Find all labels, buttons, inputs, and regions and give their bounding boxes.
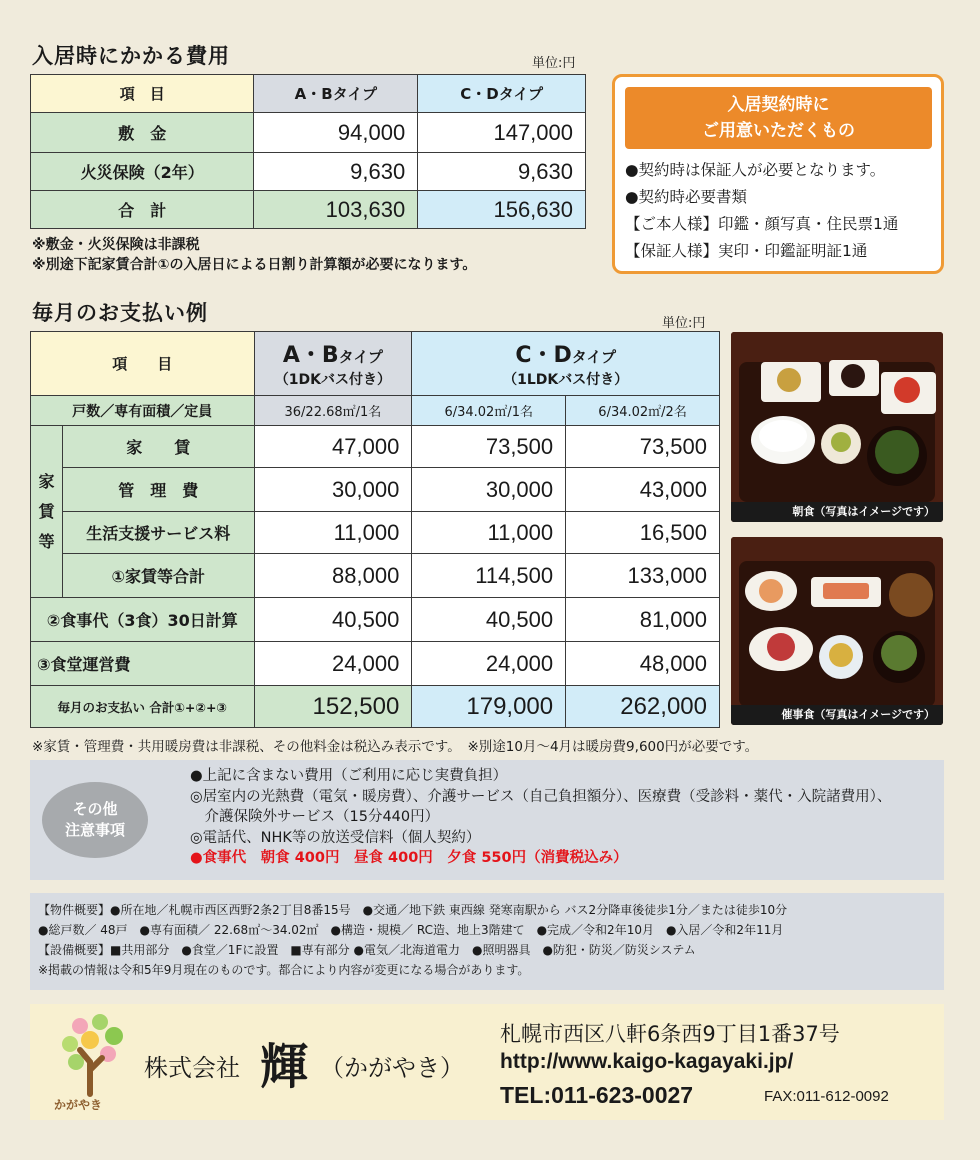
contract-line: ●契約時は保証人が必要となります。 [625, 161, 886, 179]
breakfast-photo [731, 332, 943, 522]
company-kanji: 輝 [260, 1039, 309, 1095]
contract-box [612, 74, 944, 274]
address: 札幌市西区八軒6条西9丁目1番37号 [500, 1022, 840, 1046]
cd-type-small: タイプ [571, 348, 616, 366]
other-line: ◎居室内の光熱費（電気・暖房費）、介護サービス（自己負担額分）、医療費（受診料・薬代・入院諸費用）、 [190, 788, 892, 805]
cafe-row-label: ③食堂運営費 [31, 642, 255, 686]
ab-type-big: A・B [282, 343, 339, 368]
other-notes-badge [42, 782, 148, 858]
value-c: 24,000 [412, 642, 566, 686]
value-ab: 11,000 [254, 512, 412, 554]
badge-line: 注意事項 [64, 821, 125, 839]
fax: FAX:011-612-0092 [764, 1088, 889, 1105]
contract-line: ●契約時必要書類 [625, 188, 748, 206]
row-value-ab: 103,630 [254, 191, 418, 229]
header-item: 項 目 [31, 332, 255, 396]
value-c: 11,000 [412, 512, 566, 554]
contract-heading [625, 87, 932, 149]
overview-line: 【設備概要】■共用部分 ●食堂／1Fに設置 ■専有部分 ●電気／北海道電力 ●照明器具 ●防犯・防災／防災システム [38, 943, 696, 957]
company-reading: （かがやき） [320, 1054, 464, 1082]
contract-title-line1: 入居契約時に [727, 95, 830, 115]
row-label: 生活支援サービス料 [62, 512, 254, 554]
value-c: 73,500 [412, 426, 566, 468]
header-cd [412, 332, 720, 396]
rent-group-char: 家 [38, 471, 55, 491]
property-overview [30, 893, 944, 990]
row-label: 火災保険（2年） [31, 153, 254, 191]
value-ab: 40,500 [254, 598, 412, 642]
tel: TEL:011-623-0027 [500, 1082, 694, 1108]
units-label: 戸数／専有面積／定員 [31, 396, 255, 426]
event-meal-photo [731, 537, 943, 725]
header-ab [254, 332, 412, 396]
logo-text: かがやき [54, 1098, 103, 1112]
meal-price-line: ●食事代 朝食 400円 昼食 400円 夕食 550円（消費税込み） [190, 850, 628, 866]
value-d: 81,000 [566, 598, 720, 642]
contract-lines [625, 157, 898, 265]
section1-note: ※別途下記家賃合計①の入居日による日割り計算額が必要になります。 [32, 257, 477, 273]
value-ab: 47,000 [254, 426, 412, 468]
contract-line: 【ご本人様】印鑑・顔写真・住民票1通 [625, 215, 899, 233]
row-label: 合 計 [31, 191, 254, 229]
overview-line: ※掲載の情報は令和5年9月現在のものです。都合により内容が変更になる場合があります。 [38, 963, 530, 977]
row-value-cd: 9,630 [418, 153, 586, 191]
total-d: 262,000 [566, 686, 720, 728]
badge-line: その他 [72, 800, 118, 818]
other-line: ◎電話代、NHK等の放送受信料（個人契約） [190, 829, 481, 846]
contract-title-line2: ご用意いただくもの [702, 121, 855, 141]
header-cd: C・Dタイプ [418, 75, 586, 113]
company-prefix: 株式会社 [144, 1054, 240, 1082]
tree-logo-icon [52, 1010, 136, 1100]
total-ab: 152,500 [254, 686, 412, 728]
event-meal-illustration [731, 537, 943, 725]
value-c: 40,500 [412, 598, 566, 642]
value-d: 73,500 [566, 426, 720, 468]
value-c: 114,500 [412, 554, 566, 598]
overview-line: 【物件概要】●所在地／札幌市西区西野2条2丁目8番15号 ●交通／地下鉄 東西線 発寒南駅から バス2分降車後徒歩1分／または徒歩10分 [38, 903, 788, 917]
overview-line: ●総戸数／ 48戸 ●専有面積／ 22.68㎡～34.02㎡ ●構造・規模／ RC造、地上3階建て ●完成／令和2年10月 ●入居／令和2年11月 [38, 923, 784, 937]
section2-note: ※家賃・管理費・共用暖房費は非課税、その他料金は税込み表示です。 ※別途10月～4月は暖房費9,600円が必要です。 [32, 739, 759, 755]
breakfast-illustration [731, 332, 943, 522]
other-notes-lines [190, 766, 891, 869]
header-item: 項 目 [31, 75, 254, 113]
value-d: 16,500 [566, 512, 720, 554]
monthly-payment-table [30, 331, 720, 728]
row-value-cd: 156,630 [418, 191, 586, 229]
row-label: ①家賃等合計 [62, 554, 254, 598]
units-c: 6/34.02㎡/1名 [412, 396, 566, 426]
cd-sub: （1LDKバス付き） [503, 372, 629, 388]
value-ab: 88,000 [254, 554, 412, 598]
rent-group-char: 等 [38, 531, 55, 551]
other-line: ●上記に含まない費用（ご利用に応じ実費負担） [190, 768, 508, 784]
cd-type-big: C・D [515, 343, 572, 368]
website-link[interactable]: http://www.kaigo-kagayaki.jp/ [500, 1050, 794, 1073]
section1-note: ※敷金・火災保険は非課税 [32, 237, 200, 253]
rent-group-char: 賃 [38, 501, 55, 521]
section2-unit: 単位:円 [662, 316, 706, 331]
rent-group-label [31, 426, 63, 598]
value-d: 133,000 [566, 554, 720, 598]
footer [30, 1004, 944, 1120]
meal-row-label: ②食事代（3食）30日計算 [31, 598, 255, 642]
section1-unit: 単位:円 [532, 56, 576, 71]
units-ab: 36/22.68㎡/1名 [254, 396, 412, 426]
other-line: 介護保険外サービス（15分440円） [190, 809, 440, 825]
section2-title: 毎月のお支払い例 [32, 301, 208, 325]
row-label: 家 賃 [62, 426, 254, 468]
contract-line: 【保証人様】実印・印鑑証明証1通 [625, 242, 868, 260]
ab-sub: （1DKバス付き） [274, 372, 392, 388]
initial-cost-table [30, 74, 586, 229]
units-d: 6/34.02㎡/2名 [566, 396, 720, 426]
ab-type-small: タイプ [338, 348, 383, 366]
section1-title: 入居時にかかる費用 [32, 44, 230, 68]
row-value-cd: 147,000 [418, 113, 586, 153]
total-row-label: 毎月のお支払い 合計①+②+③ [31, 686, 255, 728]
other-notes-box [30, 760, 944, 880]
value-c: 30,000 [412, 468, 566, 512]
total-c: 179,000 [412, 686, 566, 728]
event-meal-caption: 催事食（写真はイメージです） [731, 705, 943, 725]
row-label: 管 理 費 [62, 468, 254, 512]
row-value-ab: 94,000 [254, 113, 418, 153]
row-value-ab: 9,630 [254, 153, 418, 191]
value-d: 43,000 [566, 468, 720, 512]
value-d: 48,000 [566, 642, 720, 686]
row-label: 敷 金 [31, 113, 254, 153]
breakfast-caption: 朝食（写真はイメージです） [731, 502, 943, 522]
value-ab: 30,000 [254, 468, 412, 512]
header-ab: A・Bタイプ [254, 75, 418, 113]
value-ab: 24,000 [254, 642, 412, 686]
